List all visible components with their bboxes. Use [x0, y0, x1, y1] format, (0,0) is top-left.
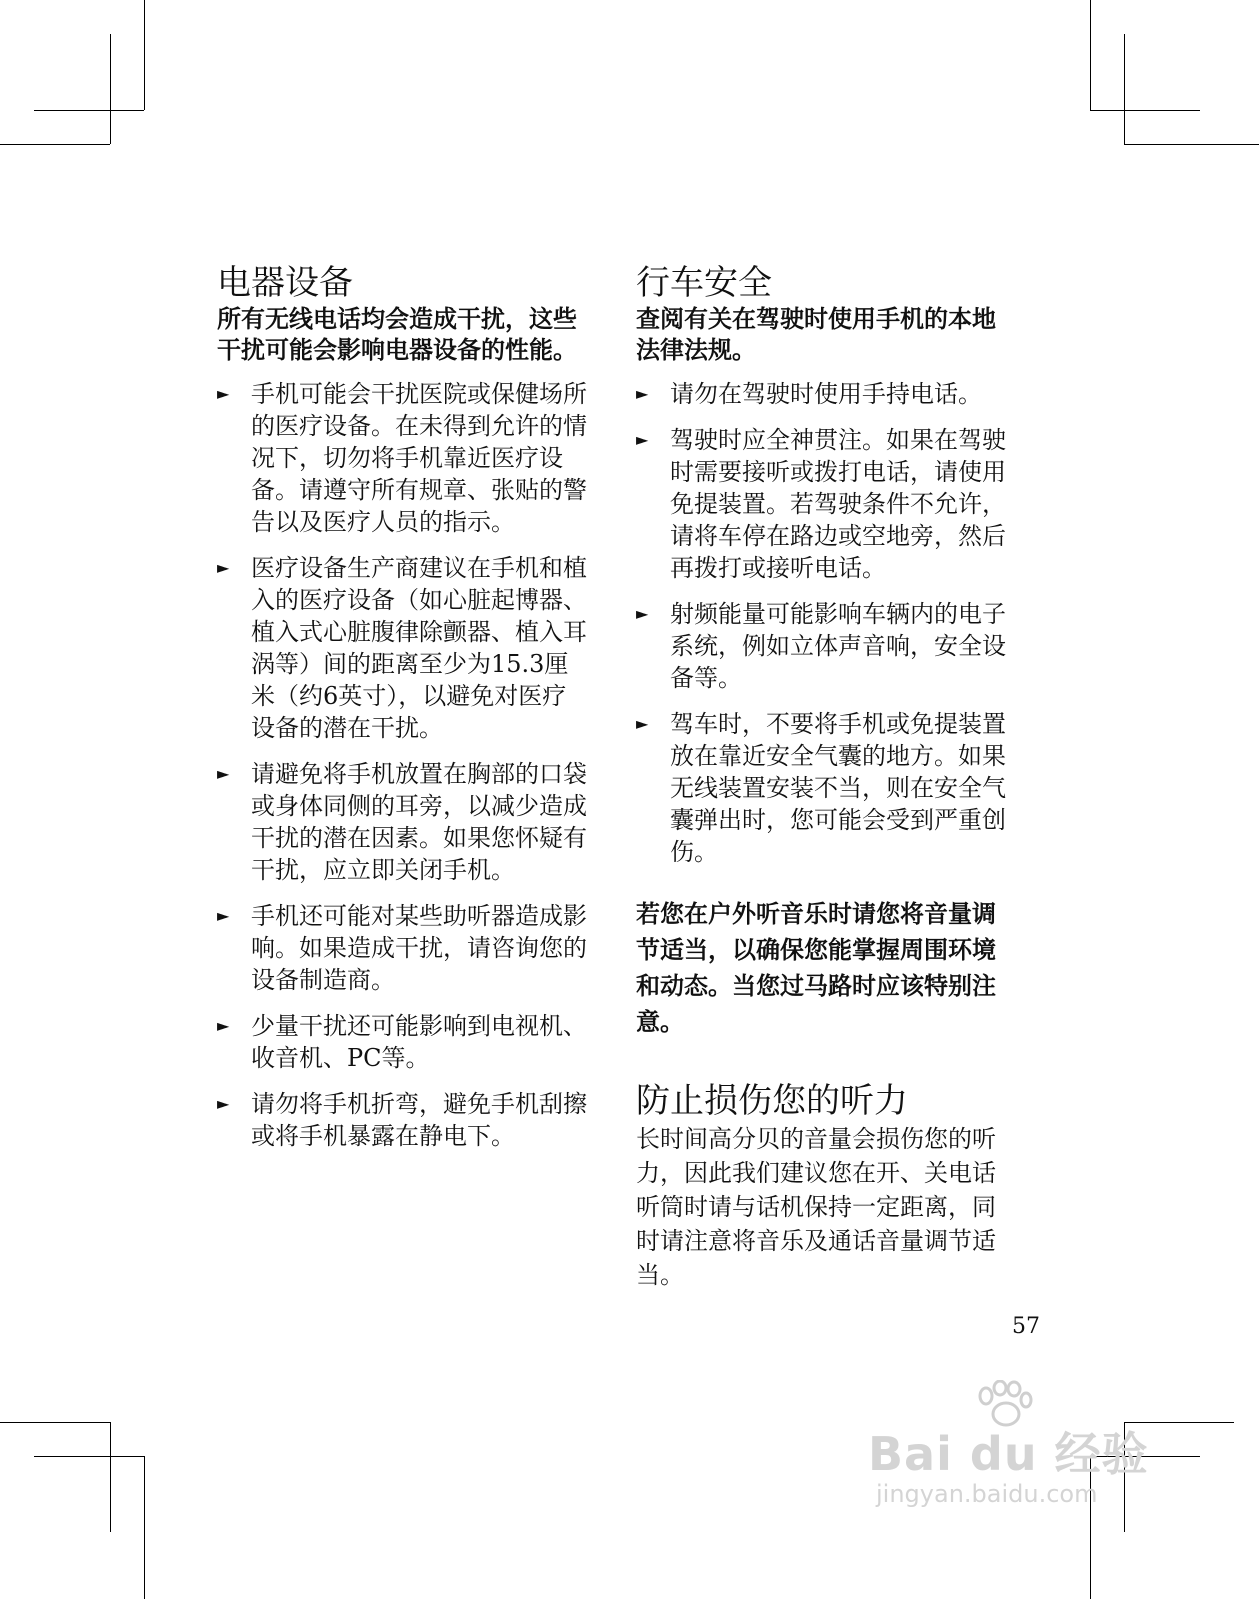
bullet-arrow-icon: ► — [217, 558, 230, 577]
crop-mark-bottom-left-v2 — [144, 1456, 145, 1599]
lead-text-electrical: 所有无线电话均会造成干扰，这些干扰可能会影响电器设备的性能。 — [217, 305, 577, 364]
section-heading-hearing-protection: 防止损伤您的听力 — [636, 1081, 908, 1121]
list-item-text: 驾车时，不要将手机或免提装置放在靠近安全气囊的地方。如果无线装置安装不当，则在安全气囊弹出时，您可能会受到严重创伤。 — [670, 710, 1006, 866]
bullet-arrow-icon: ► — [217, 384, 230, 403]
bullet-arrow-icon: ► — [217, 764, 230, 783]
list-item — [217, 758, 589, 886]
crop-mark-top-left-v2 — [144, 0, 145, 110]
crop-mark-top-left-h — [34, 110, 144, 111]
crop-mark-bottom-left-v — [110, 1422, 111, 1532]
list-item — [636, 598, 1008, 694]
bullet-list-electrical — [217, 378, 589, 1152]
list-item-text: 请勿将手机折弯，避免手机刮擦或将手机暴露在静电下。 — [251, 1090, 587, 1150]
crop-mark-bottom-left-h — [0, 1422, 110, 1423]
list-item-text: 请避免将手机放置在胸部的口袋或身体同侧的耳旁，以减少造成干扰的潜在因素。如果您怀疑有干扰，应立即关闭手机。 — [251, 760, 587, 884]
list-item-text: 医疗设备生产商建议在手机和植入的医疗设备（如心脏起博器、植入式心脏腹律除颤器、植入耳涡等）间的距离至少为15.3厘米（约6英寸），以避免对医疗设备的潜在干扰。 — [251, 554, 587, 742]
bullet-arrow-icon: ► — [217, 906, 230, 925]
list-item-text: 驾驶时应全神贯注。如果在驾驶时需要接听或拨打电话，请使用免提装置。若驾驶条件不允许，请将车停在路边或空地旁，然后再拨打或接听电话。 — [670, 426, 1006, 582]
crop-mark-top-right-h2 — [1124, 144, 1259, 145]
watermark-url: jingyan.baidu.com — [876, 1480, 1098, 1508]
list-item-text: 请勿在驾驶时使用手持电话。 — [670, 380, 982, 408]
bullet-arrow-icon: ► — [636, 430, 649, 449]
section-heading-electrical-devices: 电器设备 — [217, 263, 353, 303]
baidu-jingyan-watermark — [868, 1380, 1168, 1510]
list-item-text: 手机还可能对某些助听器造成影响。如果造成干扰，请咨询您的设备制造商。 — [251, 902, 587, 994]
right-column — [636, 262, 1008, 1292]
watermark-logo-text: Bai du 经验 — [868, 1427, 1149, 1481]
left-column — [217, 262, 589, 1166]
crop-mark-top-left-h2 — [0, 144, 110, 145]
lead-text-driving: 查阅有关在驾驶时使用手机的本地法律法规。 — [636, 305, 996, 364]
crop-mark-top-right-v — [1090, 0, 1091, 110]
page-number: 57 — [1012, 1314, 1040, 1339]
hearing-protection-paragraph: 长时间高分贝的音量会损伤您的听力，因此我们建议您在开、关电话听筒时请与话机保持一定距离，同时请注意将音乐及通话音量调节适当。 — [636, 1125, 996, 1289]
list-item — [636, 378, 1008, 410]
bullet-list-driving — [636, 378, 1008, 868]
list-item — [217, 900, 589, 996]
list-item — [217, 552, 589, 744]
list-item — [217, 378, 589, 538]
list-item — [217, 1010, 589, 1074]
bullet-arrow-icon: ► — [636, 714, 649, 733]
bullet-arrow-icon: ► — [636, 604, 649, 623]
crop-mark-top-right-v2 — [1124, 34, 1125, 144]
list-item-text: 少量干扰还可能影响到电视机、收音机、PC等。 — [251, 1012, 587, 1072]
music-outdoor-note: 若您在户外听音乐时请您将音量调节适当，以确保您能掌握周围环境和动态。当您过马路时应该特别注意。 — [636, 900, 996, 1036]
list-item-text: 手机可能会干扰医院或保健场所的医疗设备。在未得到允许的情况下，切勿将手机靠近医疗设备。请遵守所有规章、张贴的警告以及医疗人员的指示。 — [251, 380, 587, 536]
bullet-arrow-icon: ► — [217, 1094, 230, 1113]
crop-mark-top-left-v — [110, 34, 111, 144]
section-heading-driving-safety: 行车安全 — [636, 263, 772, 303]
list-item — [217, 1088, 589, 1152]
bullet-arrow-icon: ► — [636, 384, 649, 403]
crop-mark-top-right-h — [1090, 110, 1200, 111]
crop-mark-bottom-left-h2 — [34, 1456, 144, 1457]
list-item — [636, 708, 1008, 868]
list-item-text: 射频能量可能影响车辆内的电子系统，例如立体声音响，安全设备等。 — [670, 600, 1006, 692]
list-item — [636, 424, 1008, 584]
bullet-arrow-icon: ► — [217, 1016, 230, 1035]
